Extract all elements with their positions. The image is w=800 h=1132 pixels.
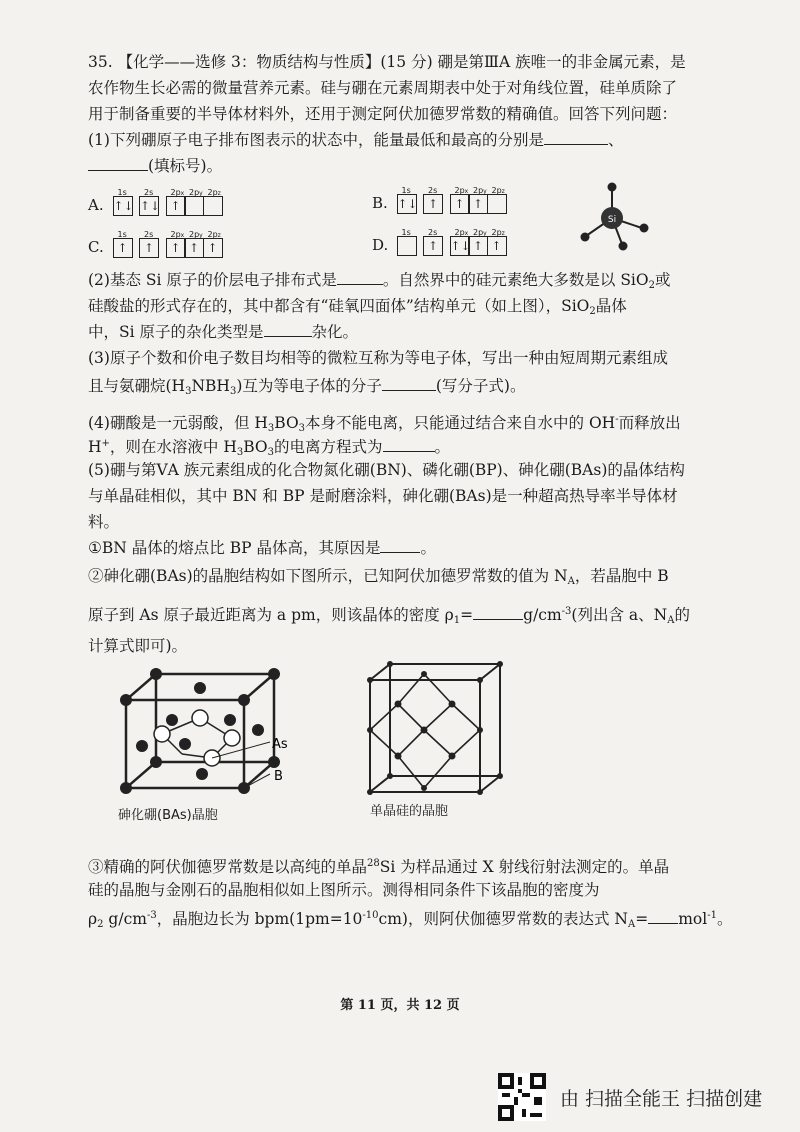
label-as: As xyxy=(272,737,288,752)
orbital-label: 2pz xyxy=(491,186,505,195)
orbital-group xyxy=(425,228,444,256)
orbital-label: 2px xyxy=(454,228,469,237)
orbital-label: 2pz xyxy=(207,188,221,197)
text-line: $\rho_2$ $g/cm^{-3}$，晶胞边长为 $bpm(1pm=10^{-10}cm)$，则阿伏伽德罗常数的表达式 $N_A= mol^{-1}$。 xyxy=(88,910,733,930)
text-line: 硅酸盐的形式存在的，其中都含有“硅氧四面体”结构单元（如上图），SiO$_2$晶体 xyxy=(88,297,627,317)
orbital-box xyxy=(487,186,507,214)
orbital-label: 2px xyxy=(170,230,185,239)
text-line: 且与氨硼烷$(H_3NBH_3)$互为等电子体的分子 (写分子式)。 xyxy=(88,377,526,397)
qr-code-icon xyxy=(498,1073,546,1121)
bas-unit-cell-figure xyxy=(112,668,312,798)
orbital-box: ↑ 2pz xyxy=(203,238,223,258)
text-line: 农作物生长必需的微量营养元素。硅与硼在元素周期表中处于对角线位置，硅单质除了 xyxy=(88,79,678,97)
orbital-group xyxy=(425,186,444,214)
orbital-group xyxy=(167,230,223,258)
orbital-label: 2s xyxy=(428,186,438,195)
question-2: (2)基态 Si 原子的价层电子排布式是 。自然界中的硅元素绝大多数是以 SiO$_2$或 xyxy=(88,271,671,291)
text-line: 硅的晶胞与金刚石的晶胞相似如上图所示。测得相同条件下该晶胞的密度为 xyxy=(88,881,600,899)
orbital-box: ↑ 1s xyxy=(113,238,133,258)
orbital-label: 2px xyxy=(454,186,469,195)
bas-caption: 砷化硼(BAs)晶胞 xyxy=(118,808,218,823)
scanner-watermark: 由 扫描全能王 扫描创建 xyxy=(560,1088,763,1110)
label-b: B xyxy=(274,769,283,784)
orbital-group xyxy=(140,188,161,216)
orbital-group xyxy=(397,186,418,214)
orbital-label: 2py xyxy=(473,186,487,195)
orbital-label: 1s xyxy=(401,186,411,195)
question-1-cont: (填标号)。 xyxy=(88,156,770,176)
orbital-box xyxy=(203,188,223,216)
orbital-label: 1s xyxy=(401,228,411,237)
si-caption: 单晶硅的晶胞 xyxy=(370,804,449,819)
option-d-label: D. xyxy=(372,236,389,254)
orbital-box: ↑ 2pz xyxy=(487,236,507,256)
orbital-group xyxy=(114,230,133,258)
orbital-group xyxy=(451,186,507,214)
orbital-label: 2px xyxy=(170,188,185,197)
text-line: H+，则在水溶液中 $H_3BO_3$的电离方程式为 。 xyxy=(88,438,451,458)
orbital-box: ↑↓ 1s xyxy=(113,196,133,216)
question-3: (3)原子个数和价电子数目均相等的微粒互称为等电子体，写出一种由短周期元素组成 xyxy=(88,349,668,367)
orbital-box: ↑ 2py xyxy=(468,194,488,214)
orbital-box xyxy=(184,188,204,216)
text-line: 料。 xyxy=(88,513,120,531)
question-5-2: ②砷化硼(BAs)的晶胞结构如下图所示，已知阿伏加德罗常数的值为 $N_A$，若晶胞中 B xyxy=(88,567,669,587)
text-line: 与单晶硅相似，其中 BN 和 BP 是耐磨涂料，砷化硼(BAs)是一种超高热导率半导体材 xyxy=(88,487,678,505)
orbital-box: ↑↓ 2s xyxy=(139,196,159,216)
orbital-box: ↑↓ 1s xyxy=(397,194,417,214)
orbital-group xyxy=(141,230,160,258)
question-1: (1)下列硼原子电子排布图表示的状态中，能量最低和最高的分别是 、 xyxy=(88,131,624,149)
option-b-label: B. xyxy=(372,194,388,212)
question-5: (5)硼与第ⅤA 族元素组成的化合物氮化硼(BN)、磷化硼(BP)、砷化硼(BAs)的晶体结构 xyxy=(88,461,685,479)
si-atom-label: Si xyxy=(607,215,617,225)
orbital-diagram-d xyxy=(398,228,515,256)
orbital-label: 2s xyxy=(144,230,154,239)
orbital-label: 2py xyxy=(189,230,203,239)
question-5-3: ③精确的阿伏伽德罗常数是以高纯的单晶$^{28}$Si 为样品通过 X 射线衍射法测定的。单晶 xyxy=(88,858,670,876)
orbital-label: 2s xyxy=(428,228,438,237)
option-c-label: C. xyxy=(88,238,104,256)
orbital-group xyxy=(450,228,507,256)
orbital-box: ↑ 2s xyxy=(423,236,443,256)
orbital-box: ↑ 2py xyxy=(184,238,204,258)
option-a-label: A. xyxy=(88,196,104,214)
text-line: 中，Si 原子的杂化类型是 杂化。 xyxy=(88,323,359,341)
orbital-label: 1s xyxy=(117,188,127,197)
orbital-box: ↑ 2px xyxy=(450,194,470,214)
orbital-label: 2py xyxy=(189,188,203,197)
orbital-box: ↑ 2px xyxy=(166,238,186,258)
orbital-group xyxy=(398,228,417,256)
si-o-tetrahedron-figure xyxy=(572,180,652,260)
text-line: 35. 【化学——选修 3：物质结构与性质】(15 分) 硼是第ⅢA 族唯一的非金属元素，是 xyxy=(88,53,686,71)
text-line: 原子到 As 原子最近距离为 a pm，则该晶体的密度 $\rho_1= g/cm^{-3}$(列出含 a、$N_A$的 xyxy=(88,606,690,626)
orbital-box: ↑↓ 2px xyxy=(450,236,470,256)
orbital-box: ↑ 2s xyxy=(139,238,159,258)
orbital-label: 1s xyxy=(117,230,127,239)
orbital-box: ↑ 2s xyxy=(423,194,443,214)
question-4: (4)硼酸是一元弱酸，但 $H_3BO_3$本身不能电离，只能通过结合来自水中的 OH-而释放出 xyxy=(88,414,681,434)
orbital-label: 2pz xyxy=(491,228,505,237)
orbital-diagram-a xyxy=(113,188,231,216)
orbital-label: 2s xyxy=(144,188,154,197)
text-line: 计算式即可)。 xyxy=(88,637,188,655)
page-footer: 第 11 页，共 12 页 xyxy=(340,998,460,1013)
orbital-label: 2pz xyxy=(207,230,221,239)
si-unit-cell-figure xyxy=(362,660,512,800)
orbital-box xyxy=(397,228,417,256)
orbital-group xyxy=(113,188,134,216)
orbital-label: 2py xyxy=(473,228,487,237)
text-line: 用于制备重要的半导体材料外，还用于测定阿伏加德罗常数的精确值。回答下列问题： xyxy=(88,105,678,123)
orbital-box: ↑ 2px xyxy=(166,196,186,216)
orbital-group xyxy=(167,188,223,216)
orbital-diagram-c xyxy=(114,230,231,258)
orbital-box: ↑ 2py xyxy=(468,236,488,256)
question-5-1: ①BN 晶体的熔点比 BP 晶体高，其原因是 。 xyxy=(88,539,436,557)
orbital-diagram-b xyxy=(397,186,515,214)
